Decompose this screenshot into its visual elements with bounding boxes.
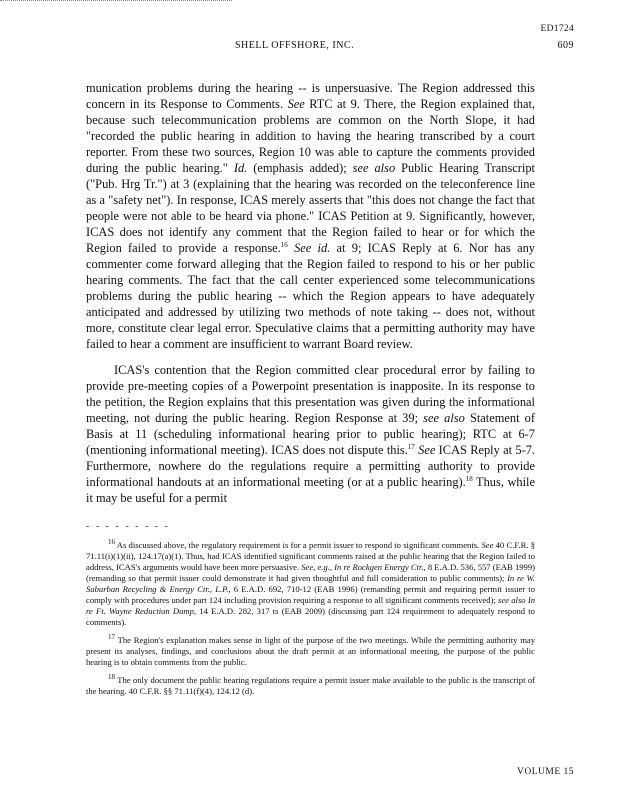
footnote-marker: 18 <box>465 474 473 483</box>
footnote-marker: 18 <box>108 673 115 682</box>
citation-italic: See id. <box>294 241 331 255</box>
page-number: 609 <box>557 40 574 51</box>
text-run: at 9; ICAS Reply at 6. Nor has any commenter come forward alleging that the Region failed to respond to his or her public hearing comments. The fact that the call center experienced some telecommunications problems during the public hearing -- which the Region appears to have adequately anticipated and addressed by utilizing two methods of note taking -- does not, without more, constitute clear legal error. Speculative claims that a permitting authority may have failed to hear a comment are insufficient to warrant Board review. <box>86 241 535 351</box>
paragraph-2 <box>86 362 535 506</box>
citation-italic: see also In re Ft. Wayne Reduction Dump <box>86 595 535 616</box>
text-run: Thus, while it may be useful for a permit <box>86 475 535 505</box>
citation-italic: See, e.g., In re Rockgen Energy Ctr. <box>301 562 424 572</box>
document-number: ED1724 <box>540 24 574 34</box>
footnote-marker: 16 <box>280 240 288 249</box>
footnote-17 <box>86 635 535 668</box>
footnote-marker: 16 <box>108 538 115 547</box>
citation-italic: See <box>481 540 494 550</box>
volume-footer: VOLUME 15 <box>516 767 574 777</box>
text-run: ICAS's contention that the Region committed clear procedural error by failing to provide pre-meeting copies of a Powerpoint presentation is inapposite. In its response to the petition, the Region explains that this presentation was given during the informational meeting, not during the public hearing. Region Response at 39; <box>86 363 535 425</box>
text-run: The Region's explanation makes sense in light of the purpose of the two meetings. While the permitting authority may present its analyses, findings, and conclusions about the draft permit at an informational meeting, the purpose of the public hearing is to obtain comments from the public. <box>86 635 535 667</box>
footnote-marker: 17 <box>407 442 415 451</box>
footnote-separator: - - - - - - - - - <box>86 521 170 532</box>
text-run: , 6 E.A.D. 692, 710-12 (EAB 1996) (remanding permit and requiring permit issuer to comply with procedures under part 124 including provision requiring a response to all significant comments received); <box>86 584 535 605</box>
footnote-16 <box>86 540 535 628</box>
citation-italic: See <box>418 443 436 457</box>
footnote-marker: 17 <box>108 633 115 642</box>
running-title: SHELL OFFSHORE, INC. <box>235 40 355 51</box>
footnotes <box>86 540 535 704</box>
text-run: , 14 E.A.D. 282, 317 ts (EAB 2009) (discussing part 124 requirement to adequately respond to comments). <box>86 606 535 627</box>
scan-edge-line <box>0 0 232 1</box>
text-run: (emphasis added); <box>247 161 353 175</box>
text-run: ICAS Reply at 5-7. Furthermore, nowhere do the regulations require a permitting authority to provide informational handouts at an informational meeting (or at a public hearing). <box>86 443 535 489</box>
paragraph-1 <box>86 80 535 352</box>
text-run: munication problems during the hearing -- is unpersuasive. The Region addressed this concern in its Response to Comments. <box>86 81 535 111</box>
citation-italic: Id. <box>233 161 248 175</box>
text-run: 40 C.F.R. § 71.11(i)(1)(ii), 124.17(a)(1). Thus, had ICAS identified significant comments raised at the public hearing that the Region failed to address, ICAS's arguments would have been more persuasive. <box>86 540 535 572</box>
text-run: RTC at 9. There, the Region explained that, because such telecommunication problems are common on the North Slope, it had "recorded the public hearing in addition to having the hearing transcribed by a court reporter. From these two sources, Region 10 was able to capture the comments provided during the public hearing." <box>86 97 535 175</box>
text-run: Public Hearing Transcript ("Pub. Hrg Tr.") at 3 (explaining that the hearing was recorded on the teleconference line as a "safety net"). In response, ICAS merely asserts that "this does not change the fact that people were not able to be heard via phone." ICAS Petition at 9. Significantly, however, ICAS does not identify any comment that the Region failed to hear or for which the Region failed to provide a response. <box>86 161 535 255</box>
running-header <box>60 40 574 54</box>
text-run: The only document the public hearing regulations require a permit issuer make available to the public is the transcript of the hearing. 40 C.F.R. §§ 71.11(f)(4), 124.12 (d). <box>86 675 535 696</box>
text-run: As discussed above, the regulatory requirement is for a permit issuer to respond to significant comments. <box>115 540 482 550</box>
citation-italic: See <box>287 97 305 111</box>
citation-italic: see also <box>352 161 396 175</box>
text-run: , 8 E.A.D. 536, 557 (EAB 1999) (remanding so that permit issuer could demonstrate it had given thoughtful and full consideration to public comments); <box>86 562 535 583</box>
citation-italic: In re W. Suburban Recycling & Energy Ctr., L.P. <box>86 573 535 594</box>
citation-italic: see also <box>423 411 465 425</box>
footnote-18 <box>86 675 535 697</box>
text-run: Statement of Basis at 11 (scheduling informational hearing prior to public hearing); RTC at 6-7 (mentioning informational meeting). ICAS does not dispute this. <box>86 411 535 457</box>
body-text <box>86 80 535 506</box>
